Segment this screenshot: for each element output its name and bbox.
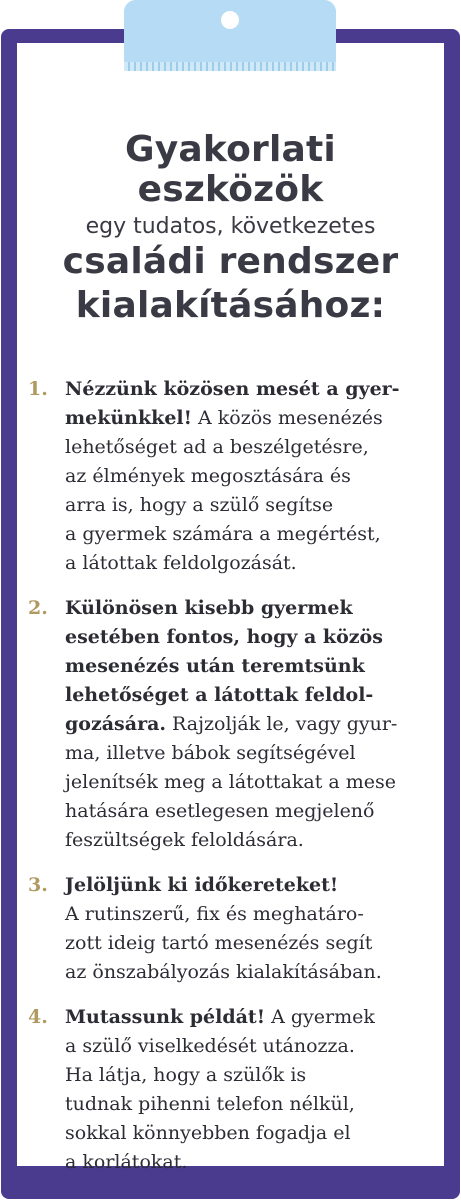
item-text-line <box>65 1090 428 1119</box>
clip-ridge <box>124 62 336 71</box>
regular-text: a látottak feldolgozását. <box>65 552 297 574</box>
regular-text: lehetőséget ad a beszélgetésre, <box>65 436 369 458</box>
regular-text: Ha látja, hogy a szülők is <box>65 1064 307 1086</box>
clipboard-clip <box>124 0 336 71</box>
regular-text: sokkal könnyebben fogadja el <box>65 1122 351 1144</box>
bold-text: Mutassunk példát! <box>65 1006 266 1028</box>
title-line-2: eszközök <box>137 169 324 210</box>
list-item <box>28 594 428 855</box>
item-text-line <box>65 491 428 520</box>
item-text-line <box>65 871 428 900</box>
item-text-line <box>65 710 428 739</box>
item-text-line <box>65 739 428 768</box>
regular-text: zott ideig tartó mesenézés segít <box>65 932 373 954</box>
regular-text: hatására esetlegesen megjelenő <box>65 800 375 822</box>
item-text-line <box>65 549 428 578</box>
item-number: 4. <box>28 1006 48 1028</box>
bold-text: Nézzünk közösen mesét a gyer- <box>65 378 400 400</box>
item-text-line <box>65 958 428 987</box>
item-text-line <box>65 768 428 797</box>
item-text-line <box>65 900 428 929</box>
bold-text: gozására. <box>65 713 167 735</box>
item-text-line <box>65 375 428 404</box>
list-item <box>28 375 428 578</box>
item-text-line <box>65 1119 428 1148</box>
list-item <box>28 871 428 987</box>
item-text-line <box>65 594 428 623</box>
bold-text: mesenézés után teremtsünk <box>65 655 365 677</box>
item-number: 1. <box>28 378 48 400</box>
clip-hole-icon <box>221 11 239 29</box>
regular-text: az élmények megosztására és <box>65 465 351 487</box>
bold-text: esetében fontos, hogy a közös <box>65 626 383 648</box>
regular-text: jelenítsék meg a látottakat a mese <box>65 771 396 793</box>
regular-text: Rajzolják le, vagy gyur- <box>166 713 398 735</box>
regular-text: a gyermek számára a megértést, <box>65 523 381 545</box>
item-text-line <box>65 520 428 549</box>
item-text-line <box>65 1032 428 1061</box>
title-line-5: kialakításához: <box>75 285 386 326</box>
regular-text: arra is, hogy a szülő segítse <box>65 494 334 516</box>
regular-text: tudnak pihenni telefon nélkül, <box>65 1093 355 1115</box>
regular-text: feszültségek feloldására. <box>65 829 304 851</box>
list-item <box>28 1003 428 1177</box>
item-number: 2. <box>28 597 48 619</box>
item-text-line <box>65 1148 428 1177</box>
title-line-3: egy tudatos, következetes <box>85 214 376 239</box>
bold-text: mekünkkel! <box>65 407 192 429</box>
item-text-line <box>65 652 428 681</box>
regular-text: a korlátokat. <box>65 1151 188 1173</box>
regular-text: ma, illetve bábok segítségével <box>65 742 356 764</box>
item-text-line <box>65 462 428 491</box>
title-line-4: családi rendszer <box>62 241 399 282</box>
item-text-line <box>65 623 428 652</box>
bold-text: Jelöljünk ki időkereteket! <box>65 874 339 896</box>
item-text-line <box>65 1061 428 1090</box>
page-title <box>17 128 444 328</box>
regular-text: az önszabályozás kialakításában. <box>65 961 382 983</box>
bold-text: Különösen kisebb gyermek <box>65 597 353 619</box>
item-text-line <box>65 433 428 462</box>
item-text-line <box>65 929 428 958</box>
item-number: 3. <box>28 874 48 896</box>
item-text-line <box>65 826 428 855</box>
regular-text: A rutinszerű, fix és meghatáro- <box>65 903 364 925</box>
item-text-line <box>65 681 428 710</box>
regular-text: A gyermek <box>265 1006 375 1028</box>
item-text-line <box>65 1003 428 1032</box>
bold-text: lehetőséget a látottak feldol- <box>65 684 374 706</box>
regular-text: A közös mesenézés <box>191 407 383 429</box>
title-line-1: Gyakorlati <box>125 129 336 170</box>
item-text-line <box>65 404 428 433</box>
regular-text: a szülő viselkedését utánozza. <box>65 1035 355 1057</box>
item-text-line <box>65 797 428 826</box>
tips-list <box>28 375 428 1193</box>
